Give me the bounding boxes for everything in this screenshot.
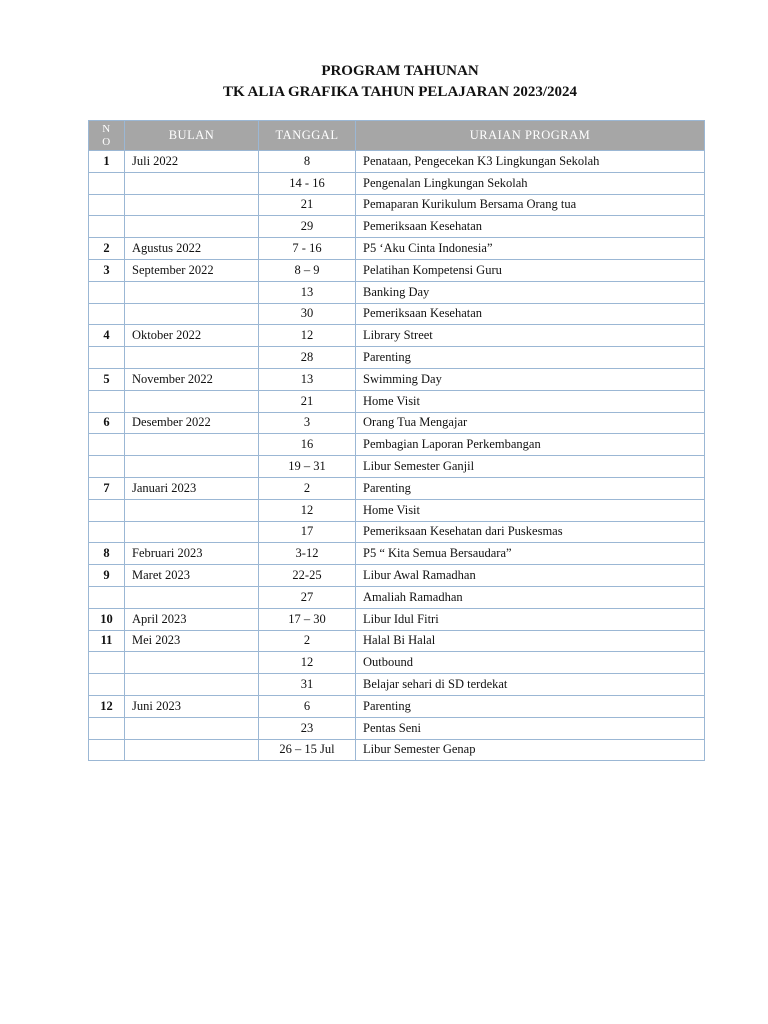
table-row: [89, 630, 705, 652]
cell-tanggal: 19 – 31: [259, 456, 356, 478]
cell-bulan: September 2022: [125, 259, 259, 281]
cell-bulan: [125, 281, 259, 303]
table-row: [89, 739, 705, 761]
cell-bulan: [125, 521, 259, 543]
cell-no: 1: [89, 151, 125, 173]
cell-no: [89, 739, 125, 761]
table-row: [89, 347, 705, 369]
document-title: PROGRAM TAHUNAN: [321, 63, 479, 79]
cell-bulan: [125, 347, 259, 369]
cell-no: [89, 499, 125, 521]
cell-no: 7: [89, 477, 125, 499]
table-row: [89, 194, 705, 216]
cell-uraian: Home Visit: [356, 390, 705, 412]
cell-no: 10: [89, 608, 125, 630]
table-row: [89, 238, 705, 260]
table-row: [89, 456, 705, 478]
cell-bulan: [125, 717, 259, 739]
cell-uraian: P5 “ Kita Semua Bersaudara”: [356, 543, 705, 565]
cell-tanggal: 13: [259, 368, 356, 390]
cell-bulan: April 2023: [125, 608, 259, 630]
cell-uraian: Parenting: [356, 347, 705, 369]
cell-bulan: [125, 739, 259, 761]
header-no: N O: [89, 121, 125, 151]
cell-bulan: [125, 499, 259, 521]
cell-bulan: Agustus 2022: [125, 238, 259, 260]
table-row: [89, 151, 705, 173]
cell-tanggal: 22-25: [259, 565, 356, 587]
table-row: [89, 172, 705, 194]
cell-uraian: Swimming Day: [356, 368, 705, 390]
cell-uraian: Parenting: [356, 695, 705, 717]
cell-bulan: Oktober 2022: [125, 325, 259, 347]
cell-bulan: Maret 2023: [125, 565, 259, 587]
cell-no: [89, 194, 125, 216]
table-row: [89, 543, 705, 565]
table-row: [89, 586, 705, 608]
cell-bulan: [125, 303, 259, 325]
cell-uraian: Pentas Seni: [356, 717, 705, 739]
cell-uraian: Penataan, Pengecekan K3 Lingkungan Sekolah: [356, 151, 705, 173]
cell-uraian: Libur Idul Fitri: [356, 608, 705, 630]
cell-uraian: Library Street: [356, 325, 705, 347]
cell-uraian: Libur Semester Genap: [356, 739, 705, 761]
cell-uraian: Pembagian Laporan Perkembangan: [356, 434, 705, 456]
cell-tanggal: 28: [259, 347, 356, 369]
cell-bulan: November 2022: [125, 368, 259, 390]
cell-bulan: Desember 2022: [125, 412, 259, 434]
cell-uraian: Belajar sehari di SD terdekat: [356, 674, 705, 696]
cell-no: [89, 347, 125, 369]
cell-tanggal: 13: [259, 281, 356, 303]
table-row: [89, 325, 705, 347]
cell-no: [89, 434, 125, 456]
cell-bulan: [125, 652, 259, 674]
cell-uraian: Libur Semester Ganjil: [356, 456, 705, 478]
cell-uraian: Pemeriksaan Kesehatan: [356, 303, 705, 325]
table-row: [89, 390, 705, 412]
cell-bulan: [125, 172, 259, 194]
cell-no: [89, 717, 125, 739]
cell-bulan: [125, 390, 259, 412]
cell-no: [89, 281, 125, 303]
header-bulan: BULAN: [125, 121, 259, 151]
table-row: [89, 303, 705, 325]
cell-no: 4: [89, 325, 125, 347]
cell-uraian: Outbound: [356, 652, 705, 674]
cell-uraian: Amaliah Ramadhan: [356, 586, 705, 608]
cell-bulan: [125, 586, 259, 608]
cell-uraian: Libur Awal Ramadhan: [356, 565, 705, 587]
cell-tanggal: 16: [259, 434, 356, 456]
cell-tanggal: 8 – 9: [259, 259, 356, 281]
cell-tanggal: 3: [259, 412, 356, 434]
table-row: [89, 477, 705, 499]
cell-no: 5: [89, 368, 125, 390]
cell-uraian: Home Visit: [356, 499, 705, 521]
cell-uraian: Orang Tua Mengajar: [356, 412, 705, 434]
cell-bulan: [125, 456, 259, 478]
cell-bulan: [125, 674, 259, 696]
cell-tanggal: 8: [259, 151, 356, 173]
cell-tanggal: 12: [259, 499, 356, 521]
cell-no: [89, 521, 125, 543]
header-uraian: URAIAN PROGRAM: [356, 121, 705, 151]
cell-no: [89, 390, 125, 412]
table-row: [89, 368, 705, 390]
cell-uraian: Halal Bi Halal: [356, 630, 705, 652]
cell-no: [89, 216, 125, 238]
table-row: [89, 499, 705, 521]
cell-tanggal: 21: [259, 194, 356, 216]
cell-no: [89, 303, 125, 325]
cell-bulan: Juli 2022: [125, 151, 259, 173]
cell-uraian: Pengenalan Lingkungan Sekolah: [356, 172, 705, 194]
cell-no: [89, 172, 125, 194]
cell-no: 11: [89, 630, 125, 652]
table-row: [89, 521, 705, 543]
cell-bulan: [125, 194, 259, 216]
cell-uraian: Pemeriksaan Kesehatan: [356, 216, 705, 238]
cell-tanggal: 7 - 16: [259, 238, 356, 260]
cell-tanggal: 12: [259, 652, 356, 674]
table-row: [89, 434, 705, 456]
table-row: [89, 216, 705, 238]
cell-no: [89, 652, 125, 674]
cell-uraian: Parenting: [356, 477, 705, 499]
cell-tanggal: 3-12: [259, 543, 356, 565]
cell-bulan: Juni 2023: [125, 695, 259, 717]
cell-tanggal: 17 – 30: [259, 608, 356, 630]
cell-uraian: Banking Day: [356, 281, 705, 303]
cell-tanggal: 30: [259, 303, 356, 325]
table-row: [89, 412, 705, 434]
cell-no: 6: [89, 412, 125, 434]
cell-bulan: Mei 2023: [125, 630, 259, 652]
cell-tanggal: 6: [259, 695, 356, 717]
table-row: [89, 608, 705, 630]
cell-tanggal: 2: [259, 630, 356, 652]
table-row: [89, 695, 705, 717]
table-row: [89, 281, 705, 303]
cell-no: [89, 674, 125, 696]
cell-uraian: Pelatihan Kompetensi Guru: [356, 259, 705, 281]
cell-no: 8: [89, 543, 125, 565]
table-row: [89, 674, 705, 696]
cell-bulan: [125, 434, 259, 456]
cell-tanggal: 17: [259, 521, 356, 543]
cell-no: 2: [89, 238, 125, 260]
cell-uraian: Pemeriksaan Kesehatan dari Puskesmas: [356, 521, 705, 543]
cell-tanggal: 27: [259, 586, 356, 608]
cell-tanggal: 23: [259, 717, 356, 739]
cell-no: 3: [89, 259, 125, 281]
cell-no: 9: [89, 565, 125, 587]
cell-tanggal: 31: [259, 674, 356, 696]
cell-tanggal: 29: [259, 216, 356, 238]
cell-tanggal: 14 - 16: [259, 172, 356, 194]
cell-no: [89, 586, 125, 608]
cell-tanggal: 21: [259, 390, 356, 412]
table-row: [89, 717, 705, 739]
cell-bulan: Januari 2023: [125, 477, 259, 499]
cell-tanggal: 12: [259, 325, 356, 347]
cell-no: [89, 456, 125, 478]
table-row: [89, 259, 705, 281]
cell-bulan: Februari 2023: [125, 543, 259, 565]
cell-uraian: Pemaparan Kurikulum Bersama Orang tua: [356, 194, 705, 216]
cell-tanggal: 26 – 15 Jul: [259, 739, 356, 761]
table-row: [89, 565, 705, 587]
header-tanggal: TANGGAL: [259, 121, 356, 151]
document-subtitle: TK ALIA GRAFIKA TAHUN PELAJARAN 2023/2024: [222, 84, 578, 100]
cell-no: 12: [89, 695, 125, 717]
cell-tanggal: 2: [259, 477, 356, 499]
cell-bulan: [125, 216, 259, 238]
cell-uraian: P5 ‘Aku Cinta Indonesia”: [356, 238, 705, 260]
program-table: [88, 120, 705, 761]
table-row: [89, 652, 705, 674]
table-header-row: [89, 121, 705, 151]
